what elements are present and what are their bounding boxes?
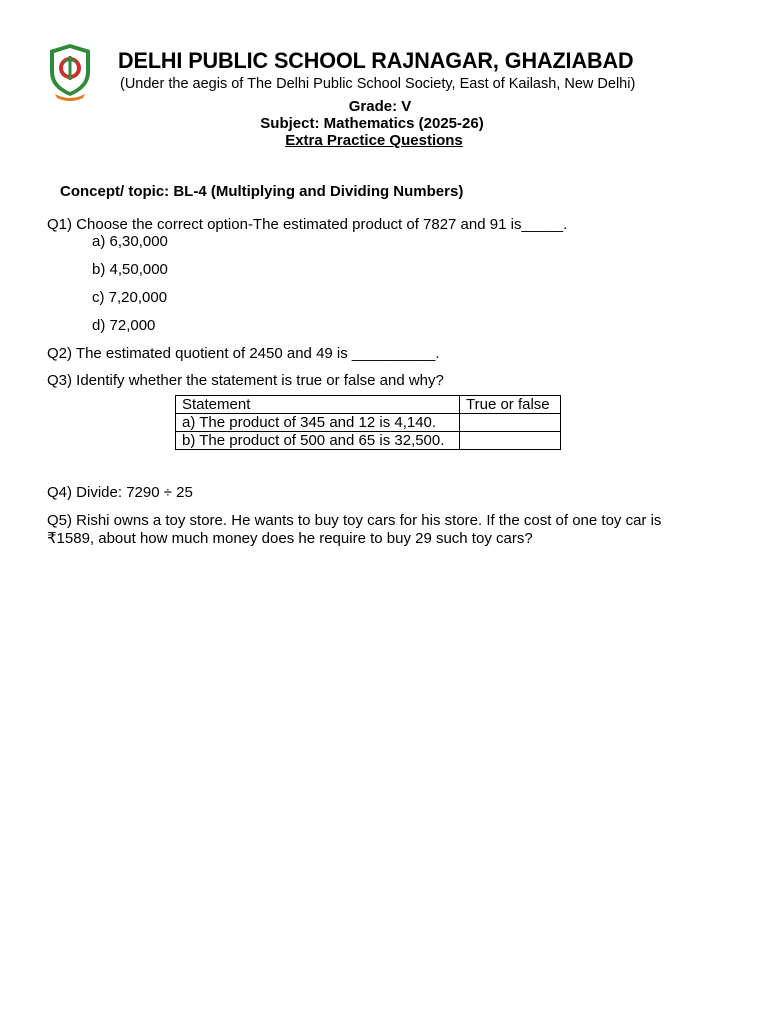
question-5-line-1: Q5) Rishi owns a toy store. He wants to buy toy cars for his store. If the cost of one toy car is — [47, 512, 662, 529]
question-1: Q1) Choose the correct option-The estimated product of 7827 and 91 is_____. — [47, 216, 568, 233]
table-row — [176, 414, 561, 432]
q1-option-b: b) 4,50,000 — [92, 261, 168, 278]
topic-heading: Concept/ topic: BL-4 (Multiplying and Dividing Numbers) — [60, 183, 464, 200]
q1-option-d: d) 72,000 — [92, 317, 156, 334]
school-name: DELHI PUBLIC SCHOOL RAJNAGAR, GHAZIABAD — [118, 48, 634, 73]
table-cell-statement: a) The product of 345 and 12 is 4,140. — [176, 414, 460, 432]
question-4: Q4) Divide: 7290 ÷ 25 — [47, 484, 193, 501]
subject-heading: Subject: Mathematics (2025-26) — [260, 115, 484, 132]
question-2: Q2) The estimated quotient of 2450 and 49 is __________. — [47, 345, 440, 362]
q1-option-a: a) 6,30,000 — [92, 233, 168, 250]
document-title: Extra Practice Questions — [285, 132, 463, 149]
table-header-true-false: True or false — [460, 396, 561, 414]
table-row — [176, 432, 561, 450]
q1-option-c: c) 7,20,000 — [92, 289, 168, 306]
school-logo — [45, 42, 95, 102]
question-3: Q3) Identify whether the statement is true or false and why? — [47, 372, 444, 389]
question-5-line-2: ₹1589, about how much money does he require to buy 29 such toy cars? — [47, 530, 533, 547]
table-cell-answer[interactable] — [460, 432, 561, 450]
table-cell-statement: b) The product of 500 and 65 is 32,500. — [176, 432, 460, 450]
table-header-statement: Statement — [176, 396, 460, 414]
school-subtitle: (Under the aegis of The Delhi Public School Society, East of Kailash, New Delhi) — [120, 76, 636, 92]
true-false-table — [175, 395, 561, 450]
grade-heading: Grade: V — [348, 98, 412, 115]
table-cell-answer[interactable] — [460, 414, 561, 432]
table-header-row — [176, 396, 561, 414]
